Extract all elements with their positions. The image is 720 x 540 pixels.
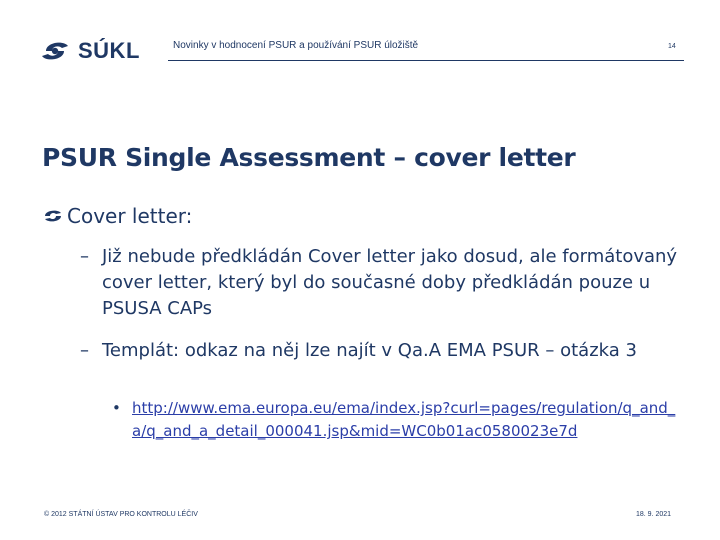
link-bullet: •	[112, 399, 121, 417]
footer-copyright: © 2012 STÁTNÍ ÚSTAV PRO KONTROLU LÉČIV	[44, 511, 198, 518]
sub-item-text: Již nebude předkládán Cover letter jako dosud, ale formátovaný cover letter, který byl do současné doby předkládán pouze u PSUSA CAPs	[102, 246, 678, 319]
dash-marker: –	[80, 246, 89, 267]
sukl-bullet-icon	[42, 207, 64, 225]
sub-item-1	[80, 244, 680, 322]
sub-item-2	[80, 338, 680, 364]
link-item	[112, 397, 682, 443]
slide-title: PSUR Single Assessment – cover letter	[42, 143, 576, 172]
header-title: Novinky v hodnocení PSUR a používání PSUR úložiště	[173, 40, 419, 51]
logo-text: SÚKL	[78, 38, 140, 63]
header-divider	[168, 60, 684, 61]
footer-date: 18. 9. 2021	[636, 511, 672, 518]
ema-template-link[interactable]: http://www.ema.europa.eu/ema/index.jsp?curl=pages/regulation/q_and_a/q_and_a_detail_000041.jsp&mid=WC0b01ac0580023e7d	[132, 399, 676, 440]
sub-item-text: Templát: odkaz na něj lze najít v Qa.A EMA PSUR – otázka 3	[102, 340, 637, 361]
page-number: 14	[668, 43, 676, 50]
bullet-text: Cover letter:	[67, 204, 193, 228]
sukl-logo	[38, 34, 153, 68]
sukl-logo-icon	[38, 36, 72, 66]
dash-marker: –	[80, 340, 89, 361]
bullet-cover-letter	[42, 204, 192, 228]
